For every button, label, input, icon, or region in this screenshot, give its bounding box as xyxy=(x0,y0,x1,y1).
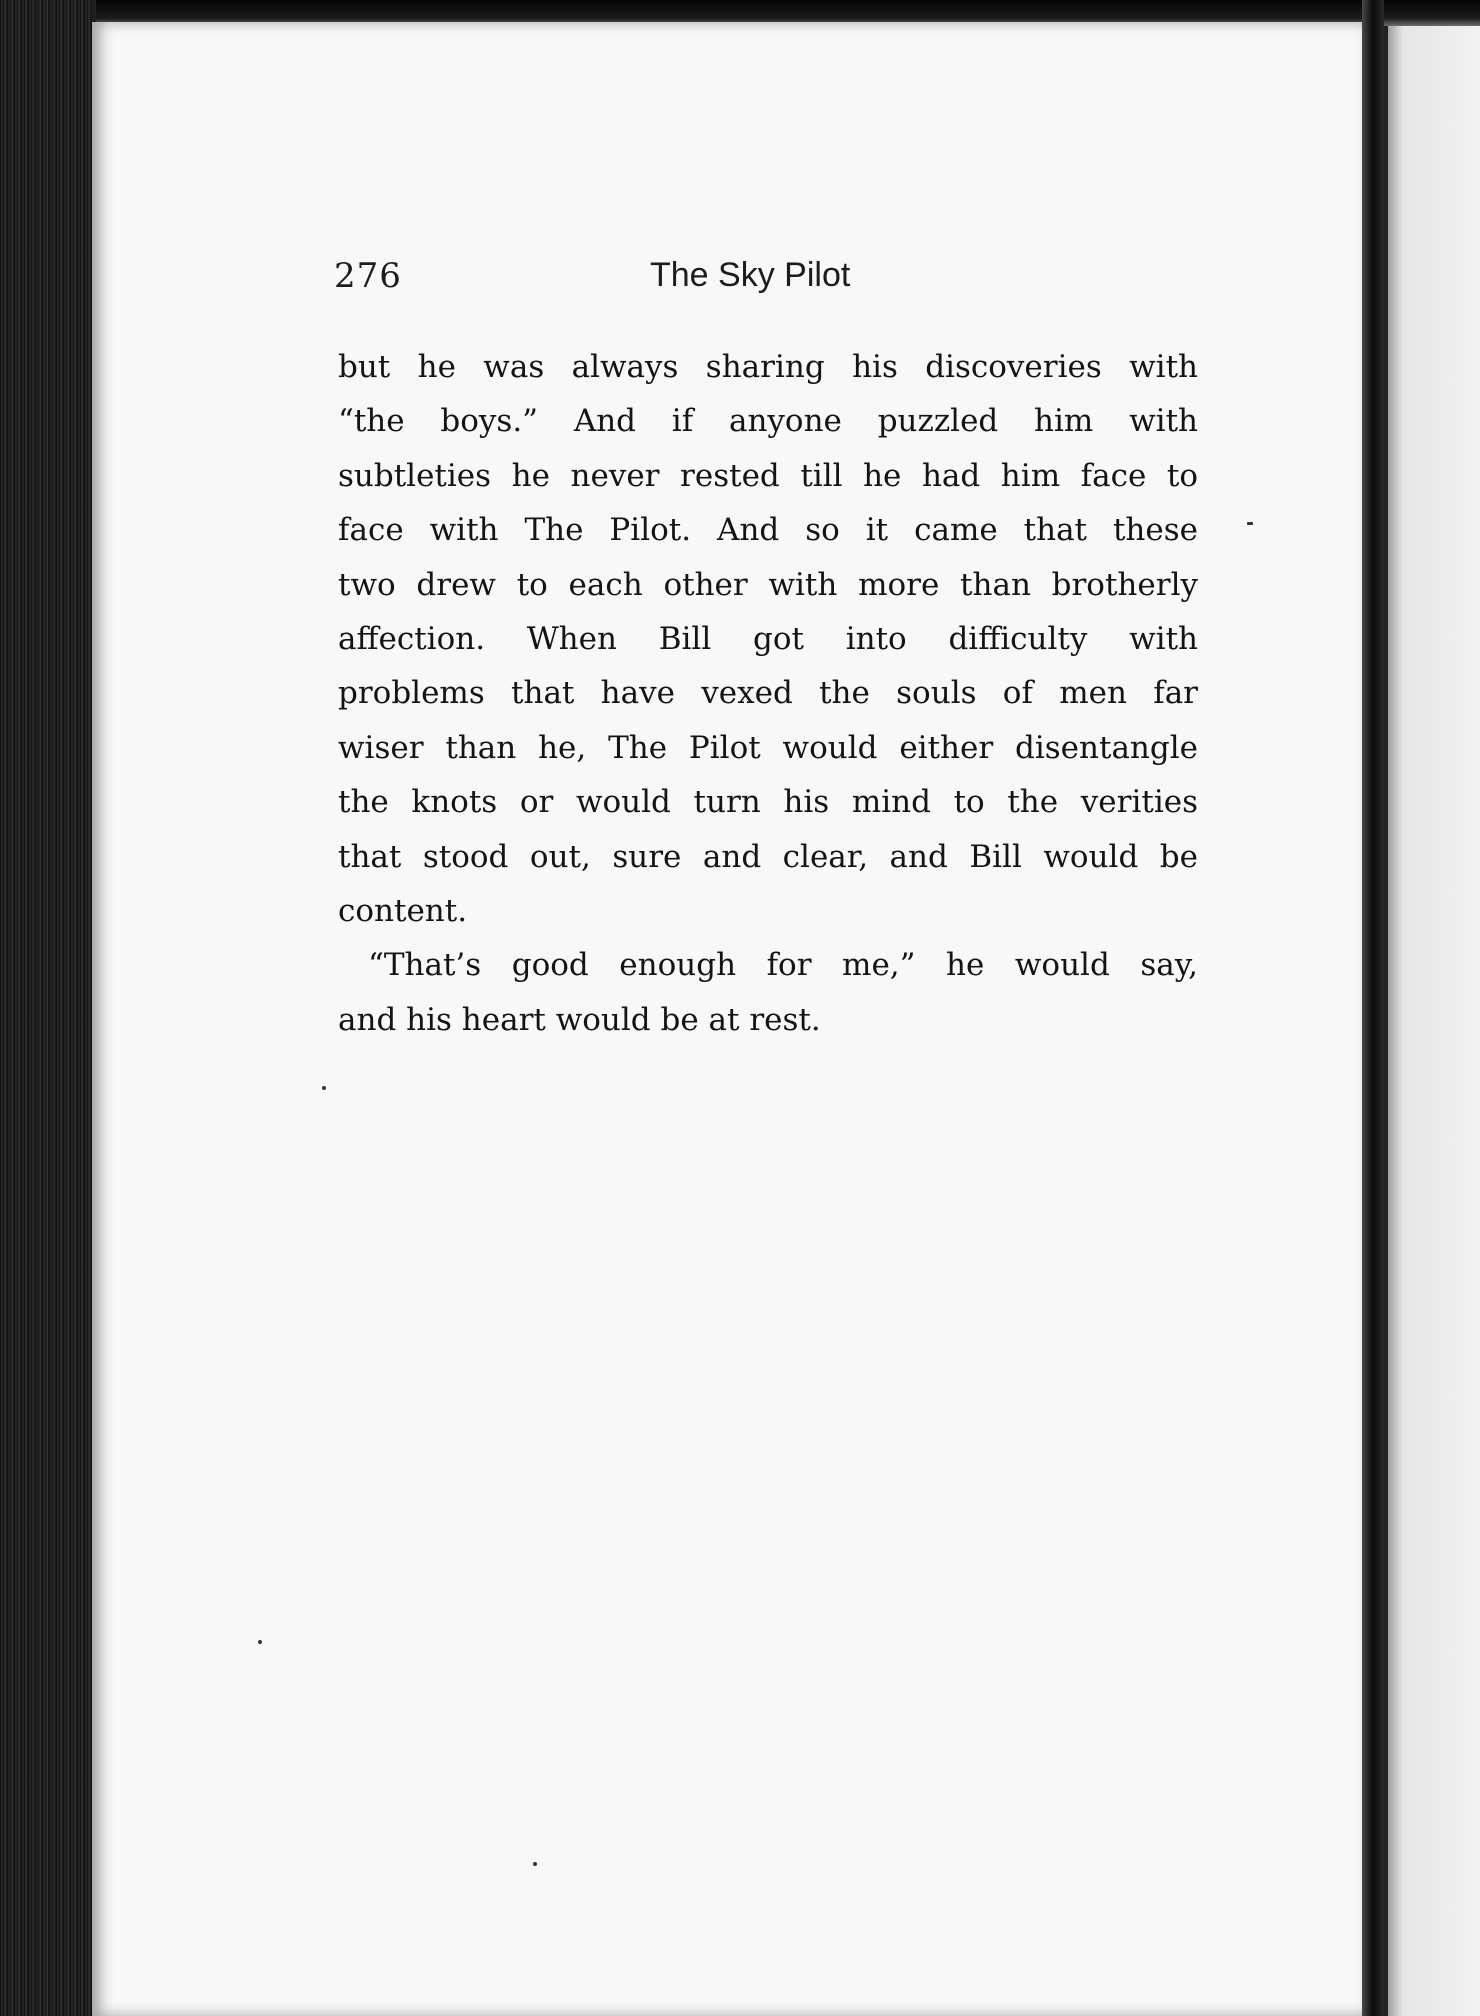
text-line: two drew to each other with more than brotherly xyxy=(338,566,1198,603)
dust-speck xyxy=(322,1086,326,1090)
page-number: 276 xyxy=(334,256,402,296)
paragraph xyxy=(338,938,1198,1047)
text-line: “the boys.” And if anyone puzzled him with xyxy=(338,403,1198,440)
text-line: but he was always sharing his discoveries with xyxy=(338,349,1198,385)
text-line: and his heart would be at rest. xyxy=(338,1001,821,1038)
facing-page-sliver xyxy=(1384,26,1480,2016)
text-line: content. xyxy=(338,892,468,929)
text-line: face with The Pilot. And so it came that these xyxy=(338,512,1198,549)
paragraph xyxy=(338,340,1198,938)
text-line: the knots or would turn his mind to the verities xyxy=(338,784,1198,821)
dust-speck xyxy=(533,1862,537,1866)
page-edge-stack xyxy=(0,0,96,2016)
body-text xyxy=(338,340,1198,1047)
text-line: wiser than he, The Pilot would either disentangle xyxy=(338,729,1198,766)
dust-speck xyxy=(1247,522,1253,525)
text-line: subtleties he never rested till he had him face to xyxy=(338,457,1198,494)
text-line: affection. When Bill got into difficulty with xyxy=(338,620,1198,657)
dust-speck xyxy=(258,1640,262,1644)
text-line: problems that have vexed the souls of men far xyxy=(338,675,1198,712)
book-gutter xyxy=(1362,0,1384,2016)
text-line: “That’s good enough for me,” he would say, xyxy=(368,947,1198,984)
running-head xyxy=(334,256,1194,316)
text-line: that stood out, sure and clear, and Bill would be xyxy=(338,838,1198,875)
facing-page-edge xyxy=(1384,26,1388,2016)
running-title: The Sky Pilot xyxy=(650,256,851,294)
